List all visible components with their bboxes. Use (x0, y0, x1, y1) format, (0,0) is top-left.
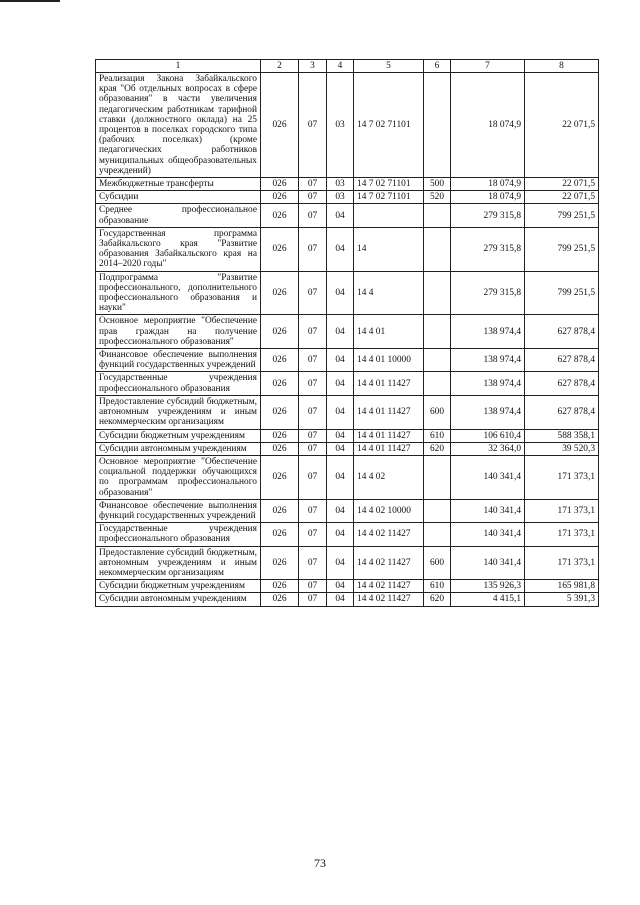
amount-1: 140 341,4 (451, 523, 525, 546)
header-row (96, 60, 599, 73)
code-target: 14 4 01 (354, 315, 424, 349)
header-cell: 1 (96, 60, 261, 73)
amount-2: 799 251,5 (525, 227, 599, 271)
amount-1: 18 074,9 (451, 191, 525, 204)
table-row (96, 204, 599, 227)
amount-1: 140 341,4 (451, 546, 525, 580)
table-row (96, 191, 599, 204)
amount-2: 627 878,4 (525, 395, 599, 429)
page-number: 73 (314, 856, 326, 870)
code-target: 14 7 02 71101 (354, 191, 424, 204)
row-name: Среднее профессиональное образование (96, 204, 261, 227)
code-section: 07 (299, 429, 327, 442)
table-row (96, 178, 599, 191)
code-target: 14 4 02 10000 (354, 499, 424, 522)
amount-1: 279 315,8 (451, 227, 525, 271)
code-target: 14 4 (354, 271, 424, 315)
code-ved: 026 (261, 204, 299, 227)
code-subsection: 04 (327, 227, 354, 271)
code-ved: 026 (261, 271, 299, 315)
code-subsection: 04 (327, 395, 354, 429)
code-subsection: 04 (327, 593, 354, 606)
code-target: 14 4 01 11427 (354, 372, 424, 395)
code-subsection: 04 (327, 372, 354, 395)
code-expense-type (424, 523, 451, 546)
code-expense-type (424, 349, 451, 372)
table-row (96, 546, 599, 580)
code-target: 14 4 01 11427 (354, 429, 424, 442)
code-expense-type (424, 455, 451, 499)
amount-2: 799 251,5 (525, 204, 599, 227)
table-row (96, 73, 599, 178)
table-row (96, 593, 599, 606)
row-name: Подпрограмма "Развитие профессионального, дополнительного профессионального образования и науки" (96, 271, 261, 315)
code-target: 14 7 02 71101 (354, 73, 424, 178)
code-subsection: 04 (327, 315, 354, 349)
top-rule (0, 0, 60, 2)
code-section: 07 (299, 271, 327, 315)
table-row (96, 271, 599, 315)
code-target: 14 (354, 227, 424, 271)
row-name: Государственная программа Забайкальского края "Развитие образования Забайкальского края на 2014–2020 годы" (96, 227, 261, 271)
amount-2: 627 878,4 (525, 315, 599, 349)
amount-2: 5 391,3 (525, 593, 599, 606)
row-name: Субсидии автономным учреждениям (96, 593, 261, 606)
amount-2: 171 373,1 (525, 523, 599, 546)
code-section: 07 (299, 73, 327, 178)
code-ved: 026 (261, 429, 299, 442)
code-ved: 026 (261, 395, 299, 429)
table-row (96, 395, 599, 429)
code-section: 07 (299, 442, 327, 455)
code-section: 07 (299, 523, 327, 546)
code-expense-type: 600 (424, 395, 451, 429)
code-section: 07 (299, 499, 327, 522)
header-cell: 5 (354, 60, 424, 73)
code-section: 07 (299, 455, 327, 499)
code-subsection: 04 (327, 271, 354, 315)
code-target: 14 7 02 71101 (354, 178, 424, 191)
code-ved: 026 (261, 178, 299, 191)
amount-1: 18 074,9 (451, 73, 525, 178)
row-name: Финансовое обеспечение выполнения функций государственных учреждений (96, 349, 261, 372)
code-expense-type (424, 315, 451, 349)
code-section: 07 (299, 580, 327, 593)
row-name: Предоставление субсидий бюджетным, автономным учреждениям и иным некоммерческим организациям (96, 395, 261, 429)
code-target: 14 4 01 11427 (354, 442, 424, 455)
row-name: Государственные учреждения профессионального образования (96, 523, 261, 546)
table-row (96, 372, 599, 395)
code-ved: 026 (261, 227, 299, 271)
code-subsection: 04 (327, 204, 354, 227)
code-expense-type: 610 (424, 580, 451, 593)
row-name: Финансовое обеспечение выполнения функций государственных учреждений (96, 499, 261, 522)
code-subsection: 03 (327, 178, 354, 191)
amount-2: 22 071,5 (525, 191, 599, 204)
table-row (96, 349, 599, 372)
amount-1: 4 415,1 (451, 593, 525, 606)
budget-table (95, 59, 599, 607)
code-ved: 026 (261, 455, 299, 499)
code-subsection: 04 (327, 349, 354, 372)
code-expense-type (424, 499, 451, 522)
amount-2: 588 358,1 (525, 429, 599, 442)
row-name: Субсидии (96, 191, 261, 204)
amount-2: 171 373,1 (525, 455, 599, 499)
code-ved: 026 (261, 580, 299, 593)
code-target: 14 4 01 10000 (354, 349, 424, 372)
code-expense-type (424, 73, 451, 178)
code-ved: 026 (261, 315, 299, 349)
code-section: 07 (299, 204, 327, 227)
amount-1: 279 315,8 (451, 271, 525, 315)
amount-1: 32 364,0 (451, 442, 525, 455)
amount-1: 135 926,3 (451, 580, 525, 593)
code-target: 14 4 02 11427 (354, 546, 424, 580)
amount-1: 138 974,4 (451, 372, 525, 395)
code-subsection: 03 (327, 73, 354, 178)
code-target: 14 4 02 (354, 455, 424, 499)
code-target: 14 4 02 11427 (354, 580, 424, 593)
code-ved: 026 (261, 593, 299, 606)
code-target: 14 4 01 11427 (354, 395, 424, 429)
header-cell: 7 (451, 60, 525, 73)
table-row (96, 499, 599, 522)
code-ved: 026 (261, 523, 299, 546)
code-subsection: 04 (327, 523, 354, 546)
code-section: 07 (299, 395, 327, 429)
code-expense-type (424, 204, 451, 227)
amount-1: 18 074,9 (451, 178, 525, 191)
row-name: Предоставление субсидий бюджетным, автономным учреждениям и иным некоммерческим организациям (96, 546, 261, 580)
amount-2: 799 251,5 (525, 271, 599, 315)
header-cell: 2 (261, 60, 299, 73)
code-subsection: 04 (327, 429, 354, 442)
code-ved: 026 (261, 499, 299, 522)
code-ved: 026 (261, 191, 299, 204)
code-section: 07 (299, 546, 327, 580)
code-subsection: 04 (327, 442, 354, 455)
table-row (96, 315, 599, 349)
code-expense-type (424, 372, 451, 395)
row-name: Межбюджетные трансферты (96, 178, 261, 191)
row-name: Реализация Закона Забайкальского края "Об отдельных вопросах в сфере образования" в части увеличения педагогическим работникам тарифной ставки (должностного оклада) на 25 процентов в поселках городского типа (рабочих поселках) (кроме педагогических работников муниципальных общеобразовательных учреждений) (96, 73, 261, 178)
amount-2: 22 071,5 (525, 73, 599, 178)
row-name: Основное мероприятие "Обеспечение социальной поддержки обучающихся по программам профессионального образования" (96, 455, 261, 499)
code-target: 14 4 02 11427 (354, 593, 424, 606)
code-subsection: 03 (327, 191, 354, 204)
code-subsection: 04 (327, 455, 354, 499)
code-ved: 026 (261, 372, 299, 395)
row-name: Субсидии бюджетным учреждениям (96, 429, 261, 442)
header-cell: 4 (327, 60, 354, 73)
amount-1: 106 610,4 (451, 429, 525, 442)
table-row (96, 429, 599, 442)
code-ved: 026 (261, 442, 299, 455)
code-section: 07 (299, 372, 327, 395)
amount-2: 627 878,4 (525, 372, 599, 395)
code-target (354, 204, 424, 227)
code-ved: 026 (261, 73, 299, 178)
code-section: 07 (299, 227, 327, 271)
amount-1: 140 341,4 (451, 499, 525, 522)
row-name: Субсидии бюджетным учреждениям (96, 580, 261, 593)
table-row (96, 523, 599, 546)
amount-1: 140 341,4 (451, 455, 525, 499)
code-section: 07 (299, 349, 327, 372)
table-row (96, 227, 599, 271)
amount-2: 627 878,4 (525, 349, 599, 372)
code-expense-type: 520 (424, 191, 451, 204)
code-expense-type: 610 (424, 429, 451, 442)
code-subsection: 04 (327, 499, 354, 522)
amount-1: 138 974,4 (451, 395, 525, 429)
amount-1: 279 315,8 (451, 204, 525, 227)
code-subsection: 04 (327, 546, 354, 580)
code-subsection: 04 (327, 580, 354, 593)
code-section: 07 (299, 178, 327, 191)
amount-2: 39 520,3 (525, 442, 599, 455)
code-expense-type: 620 (424, 593, 451, 606)
header-cell: 8 (525, 60, 599, 73)
code-section: 07 (299, 191, 327, 204)
row-name: Субсидии автономным учреждениям (96, 442, 261, 455)
code-expense-type: 500 (424, 178, 451, 191)
amount-2: 171 373,1 (525, 499, 599, 522)
header-cell: 3 (299, 60, 327, 73)
code-expense-type: 600 (424, 546, 451, 580)
table-row (96, 580, 599, 593)
amount-2: 165 981,8 (525, 580, 599, 593)
header-cell: 6 (424, 60, 451, 73)
amount-2: 22 071,5 (525, 178, 599, 191)
code-expense-type: 620 (424, 442, 451, 455)
code-section: 07 (299, 593, 327, 606)
code-section: 07 (299, 315, 327, 349)
amount-2: 171 373,1 (525, 546, 599, 580)
table-row (96, 455, 599, 499)
row-name: Государственные учреждения профессионального образования (96, 372, 261, 395)
code-expense-type (424, 227, 451, 271)
row-name: Основное мероприятие "Обеспечение прав граждан на получение профессионального образования" (96, 315, 261, 349)
code-ved: 026 (261, 546, 299, 580)
amount-1: 138 974,4 (451, 315, 525, 349)
code-ved: 026 (261, 349, 299, 372)
code-target: 14 4 02 11427 (354, 523, 424, 546)
code-expense-type (424, 271, 451, 315)
table-row (96, 442, 599, 455)
amount-1: 138 974,4 (451, 349, 525, 372)
